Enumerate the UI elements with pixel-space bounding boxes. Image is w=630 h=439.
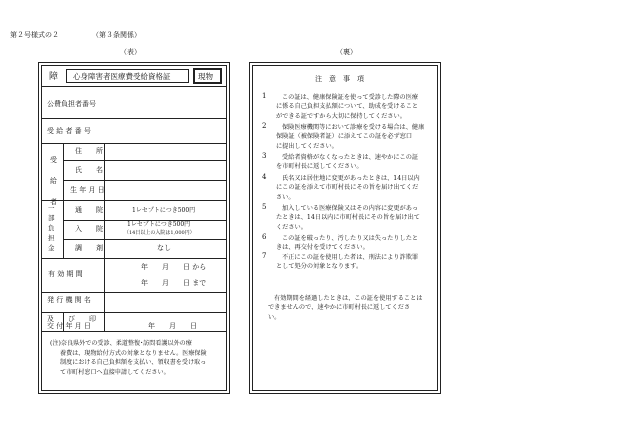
note-number: 5 xyxy=(262,203,267,211)
rule xyxy=(63,160,227,161)
rule xyxy=(63,180,227,181)
dispensing-value: なし xyxy=(157,244,171,252)
notes-list-tail xyxy=(258,253,468,278)
validity-to: 年 月 日 まで xyxy=(141,279,207,287)
closing-line: できませんので、速やかに市町村長に返してくださ xyxy=(268,304,411,312)
closing-line: い。 xyxy=(268,313,281,321)
note-line: さい。 xyxy=(276,193,295,201)
note-number: 3 xyxy=(262,152,267,160)
address-label: 住 所 xyxy=(75,147,103,155)
issue-date-label: 交 付 年 月 日 xyxy=(47,322,91,330)
footnote-line: 制度における自己負担額を支払い、領収書を受け取っ xyxy=(60,359,207,366)
rule xyxy=(63,239,227,240)
rule xyxy=(104,258,105,331)
rule xyxy=(41,258,227,259)
note-number: 4 xyxy=(262,173,267,181)
note-number: 6 xyxy=(262,233,267,241)
note-line: ができる証ですから大切に保持してください。 xyxy=(276,112,406,120)
issue-date-value: 年 月 日 xyxy=(148,322,197,330)
back-side-label: （裏） xyxy=(336,48,357,56)
note-line: この証を破ったり、汚したり又は失ったりしたと xyxy=(282,235,419,242)
copay-group-label: 一部負担金 xyxy=(48,204,55,252)
validity-label: 有 効 期 間 xyxy=(48,270,83,278)
rule xyxy=(41,143,227,144)
rule xyxy=(104,200,105,258)
rule xyxy=(63,200,64,258)
note-item xyxy=(262,233,461,253)
note-line: 加入している医療保険又はその内容に変更があっ xyxy=(282,205,419,212)
front-footnote xyxy=(50,339,224,377)
note-line: に提出してください。 xyxy=(276,142,338,150)
note-number: 7 xyxy=(262,252,267,260)
validity-from: 年 月 日 から xyxy=(141,263,207,271)
closing-note xyxy=(268,294,436,322)
note-item xyxy=(262,173,461,202)
form-number: 第２号様式の２ xyxy=(10,31,59,39)
card-title: 心身障害者医療費受給資格証 xyxy=(73,72,171,81)
note-line: たときは、14日以内に市町村長にその旨を届け出て xyxy=(276,214,420,222)
front-side-label: （表） xyxy=(120,48,141,56)
recipient-number-label: 受 給 者 番 号 xyxy=(47,127,91,135)
title-prefix: 障 xyxy=(49,72,59,82)
dispensing-label: 調 剤 xyxy=(75,244,103,252)
inpatient-note: （14日以上の入院は1,000円） xyxy=(124,230,195,236)
note-line: にこの証を添えて市町村長にその旨を届け出てくだ xyxy=(276,184,419,192)
recipient-group-label: 受給者 xyxy=(50,156,57,206)
outpatient-label: 通 院 xyxy=(75,206,103,214)
note-line: として処分の対象となります。 xyxy=(276,263,363,271)
note-line: きは、再交付を受けてください。 xyxy=(276,244,369,252)
notes-heading: 注 意 事 項 xyxy=(315,75,364,83)
note-item xyxy=(262,122,461,151)
note-item xyxy=(262,92,461,121)
rule xyxy=(41,292,227,293)
notes-list xyxy=(258,93,468,263)
note-line: 不正にこの証を使用した者は、刑法により詐欺罪 xyxy=(282,254,419,261)
stamp-label: 現物 xyxy=(198,72,213,81)
public-payer-label: 公費負担者番号 xyxy=(47,100,96,108)
seal-label: 及 び 印 xyxy=(47,315,96,323)
note-item xyxy=(262,203,461,232)
outpatient-value: 1レセプトにつき500円 xyxy=(132,207,196,214)
inpatient-value: 1レセプトにつき500円 xyxy=(127,221,191,228)
note-line: 氏名又は居住地に変更があったときは、14日以内 xyxy=(282,175,420,182)
issuer-label: 発 行 機 関 名 xyxy=(47,296,91,304)
birth-label: 生 年 月 日 xyxy=(70,186,105,194)
note-line: 受給者資格がなくなったときは、速やかにこの証 xyxy=(282,154,419,161)
note-line: この証は、健康保険証を使って受診した際の医療 xyxy=(282,94,419,101)
note-line: 保険医療機関等において診療を受ける場合は、健康 xyxy=(282,124,425,131)
note-number: 2 xyxy=(262,122,267,130)
note-item xyxy=(262,152,461,172)
footnote-line: (注)奈良県外での受診、柔道整復･訪問看護以外の療 xyxy=(50,340,192,347)
closing-line: 有効期間を経過したときは、この証を使用することは xyxy=(274,295,423,302)
rule xyxy=(41,200,227,201)
name-label: 氏 名 xyxy=(75,166,103,174)
inpatient-label: 入 院 xyxy=(75,225,103,233)
rule xyxy=(41,118,227,119)
rule xyxy=(41,331,227,332)
note-number: 1 xyxy=(262,92,267,100)
footnote-line: 養費は、現物給付方式の対象となりません。医療保険 xyxy=(60,349,207,357)
note-line: に係る自己負担支払額について、助成を受けること xyxy=(276,103,419,111)
rule xyxy=(63,143,64,200)
title-rule xyxy=(41,86,227,87)
article-reference: （第３条関係） xyxy=(92,31,141,39)
note-line: を市町村長に返してください。 xyxy=(276,163,363,171)
note-line: 保険証（被保険者証）に添えてこの証を必ず窓口 xyxy=(276,133,413,141)
note-line: ください。 xyxy=(276,223,307,231)
rule xyxy=(41,312,227,313)
note-item xyxy=(262,252,461,272)
footnote-line: て市町村窓口へ直接申請してください。 xyxy=(60,368,170,376)
